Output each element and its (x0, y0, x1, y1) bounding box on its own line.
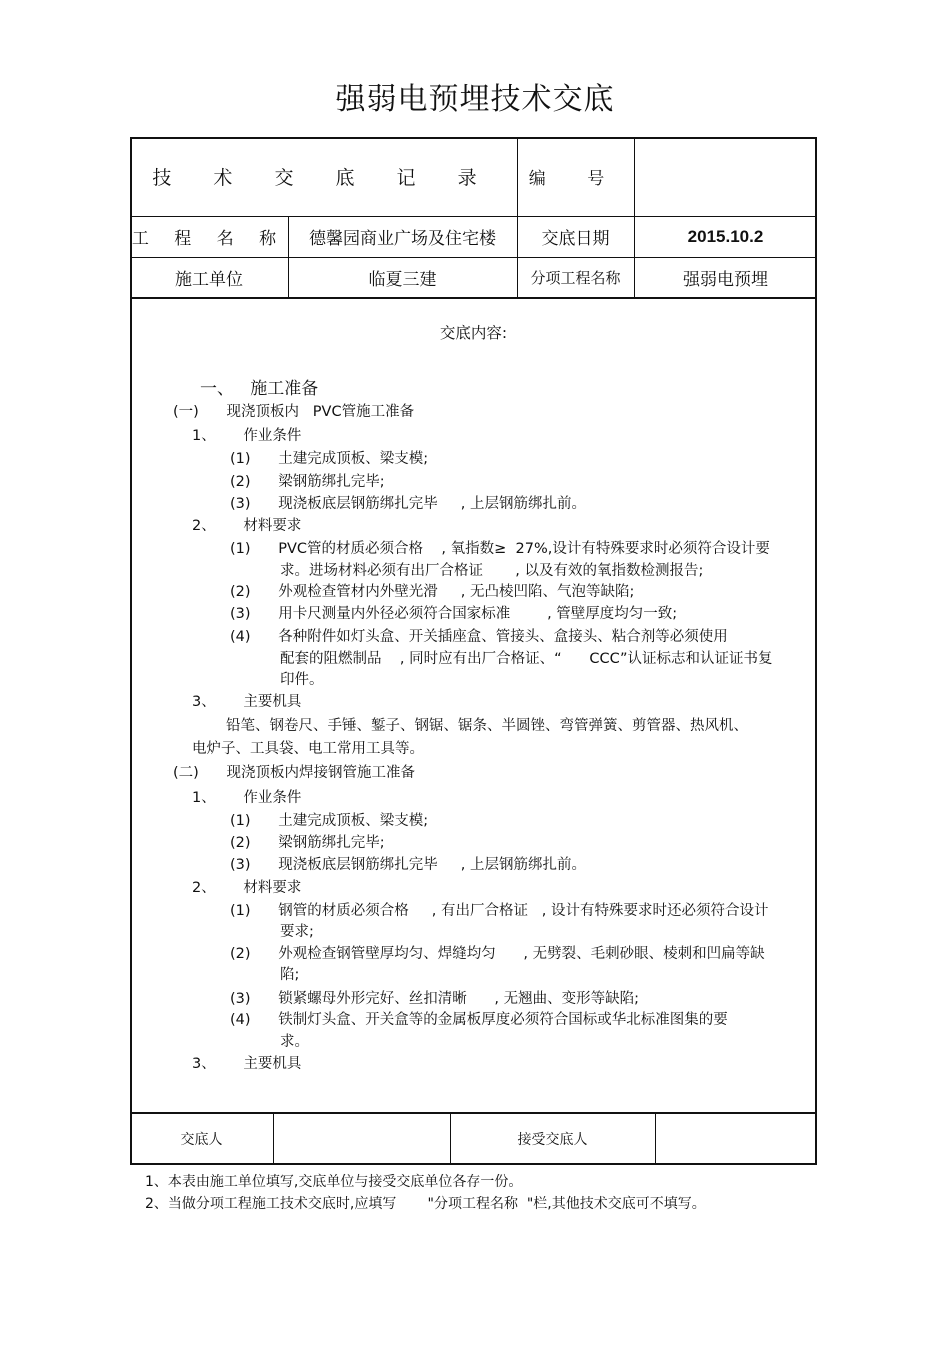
content-line: (1) 钢管的材质必须合格 , 有出厂合格证 , 设计有特殊要求时还必须符合设计 (230, 903, 769, 919)
unit-value: 临夏三建 (368, 269, 437, 290)
date-value: 2015.10.2 (687, 226, 764, 246)
content-line: (2) 外观检查钢管壁厚均匀、焊缝均匀 , 无劈裂、毛刺砂眼、棱刺和凹扁等缺 (230, 946, 765, 962)
receiver-label: 接受交底人 (517, 1132, 588, 1148)
content-line: (二) 现浇顶板内焊接钢管施工准备 (173, 765, 415, 781)
content-line: (1) 土建完成顶板、梁支模; (230, 813, 429, 829)
content-line: (1) PVC管的材质必须合格 , 氧指数≥ 27%,设计有特殊要求时必须符合设计要 (230, 541, 770, 557)
content-line: (3) 用卡尺测量内外径必须符合国家标准 , 管壁厚度均匀一致; (230, 606, 678, 622)
date-label: 交底日期 (541, 229, 610, 249)
content-line: 1、 作业条件 (192, 790, 302, 806)
unit-label: 施工单位 (175, 269, 243, 290)
content-line: (2) 梁钢筋绑扎完毕; (230, 835, 385, 851)
content-line: 求。 (280, 1034, 309, 1050)
record-label-text: 技 术 交 底 记 录 (152, 167, 495, 189)
content-line: 要求; (280, 924, 314, 940)
content-line: 印件。 (280, 672, 324, 688)
content-line: 铅笔、钢卷尺、手锤、錾子、钢锯、锯条、半圆锉、弯管弹簧、剪管器、热风机、 (226, 718, 748, 734)
content-line: (3) 现浇板底层钢筋绑扎完毕 , 上层钢筋绑扎前。 (230, 496, 586, 512)
discloser-label: 交底人 (180, 1132, 223, 1148)
content-line: (1) 土建完成顶板、梁支模; (230, 451, 429, 467)
note-line: 1、本表由施工单位填写,交底单位与接受交底单位各存一份。 (145, 1174, 523, 1190)
project-name-label-text: 工 程 名 称 (131, 229, 287, 249)
content-line: 2、 材料要求 (192, 518, 302, 534)
sub-project-label: 分项工程名称 (530, 268, 621, 287)
content-line: 电炉子、工具袋、电工常用工具等。 (192, 741, 424, 757)
project-name-label (130, 216, 288, 257)
content-line: (3) 锁紧螺母外形完好、丝扣清晰 , 无翘曲、变形等缺陷; (230, 991, 639, 1007)
record-label (130, 137, 517, 216)
number-value[interactable] (634, 137, 817, 216)
note-line: 2、当做分项工程施工技术交底时,应填写 "分项工程名称 "栏,其他技术交底可不填写。 (145, 1196, 706, 1212)
content-line: 1、 作业条件 (192, 428, 302, 444)
content-line: 3、 主要机具 (192, 694, 302, 710)
content-line: 陷; (280, 967, 300, 983)
content-line: 求。进场材料必须有出厂合格证 , 以及有效的氧指数检测报告; (280, 563, 704, 579)
number-label-text: 编 号 (528, 169, 623, 189)
content-heading: 交底内容: (439, 324, 508, 342)
content-line: (一) 现浇顶板内 PVC管施工准备 (173, 404, 415, 420)
row-divider (130, 297, 817, 299)
content-line: 3、 主要机具 (192, 1056, 302, 1072)
content-line: (2) 外观检查管材内外壁光滑 , 无凸棱凹陷、气泡等缺陷; (230, 584, 635, 600)
content-line: 一、 施工准备 (200, 379, 319, 399)
content-line: 2、 材料要求 (192, 880, 302, 896)
number-label (517, 137, 634, 216)
content-line: (2) 梁钢筋绑扎完毕; (230, 474, 385, 490)
document-title: 强弱电预埋技术交底 (335, 82, 615, 117)
project-name-value: 德馨园商业广场及住宅楼 (309, 229, 496, 249)
sub-project-value: 强弱电预埋 (683, 269, 768, 290)
discloser-value[interactable] (273, 1113, 450, 1165)
content-line: 配套的阻燃制品 , 同时应有出厂合格证、“ CCC”认证标志和认证证书复 (280, 651, 773, 667)
content-line: (4) 各种附件如灯头盒、开关插座盒、管接头、盒接头、粘合剂等必须使用 (230, 629, 728, 645)
content-line: (3) 现浇板底层钢筋绑扎完毕 , 上层钢筋绑扎前。 (230, 857, 586, 873)
receiver-value[interactable] (655, 1113, 817, 1165)
content-line: (4) 铁制灯头盒、开关盒等的金属板厚度必须符合国标或华北标准图集的要 (230, 1012, 728, 1028)
